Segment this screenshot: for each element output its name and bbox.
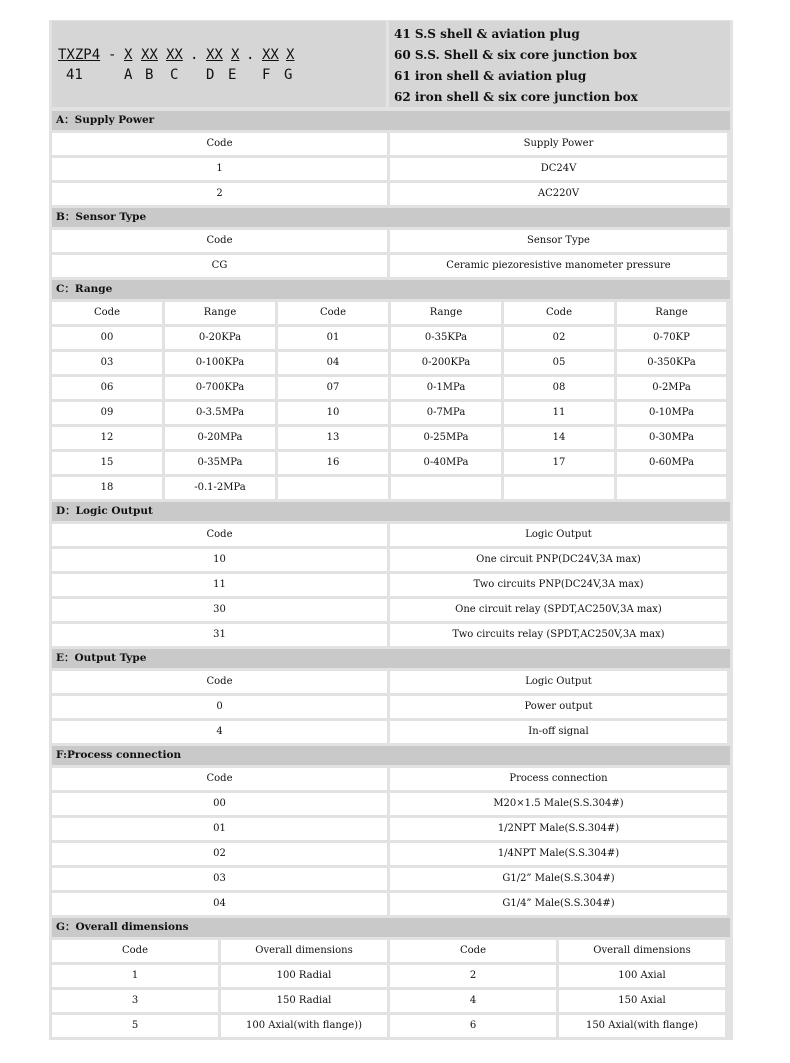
table-cell: 0-3.5MPa: [165, 402, 275, 424]
table-cell: G1/4” Male(S.S.304#): [390, 893, 727, 915]
table-cell: 5: [52, 1015, 218, 1037]
table-cell: 00: [52, 793, 387, 815]
table-cell: DC24V: [390, 158, 727, 180]
shell-option: 60 S.S. Shell & six core junction box: [394, 48, 637, 62]
table-cell: 1: [52, 158, 387, 180]
model-dash: -: [108, 47, 117, 63]
table-cell: 03: [52, 868, 387, 890]
letter-a: A: [124, 67, 133, 83]
header-cell: Code: [52, 940, 218, 962]
letter-d: D: [206, 67, 215, 83]
table-cell: Power output: [390, 696, 727, 718]
section-c-title: C：Range: [52, 280, 730, 299]
table-cell: 0-40MPa: [391, 452, 501, 474]
table-cell: 0: [52, 696, 387, 718]
section-c-table: [52, 302, 730, 499]
table-cell: 14: [504, 427, 614, 449]
empty-cell: [617, 477, 726, 499]
table-cell: 0-20KPa: [165, 327, 275, 349]
letter-b: B: [145, 67, 154, 83]
table-cell: AC220V: [390, 183, 727, 205]
table-cell: 01: [52, 818, 387, 840]
model-part-c: XX: [166, 47, 183, 63]
section-f-title: F:Process connection: [52, 746, 730, 765]
section-d-table: [52, 524, 730, 646]
table-cell: 15: [52, 452, 162, 474]
table-cell: 2: [390, 965, 556, 987]
table-cell: 0-1MPa: [391, 377, 501, 399]
model-code-panel: [52, 21, 386, 107]
model-prefix: TXZP4: [58, 47, 101, 63]
table-cell: 0-35KPa: [391, 327, 501, 349]
table-cell: 1/4NPT Male(S.S.304#): [390, 843, 727, 865]
table-cell: One circuit PNP(DC24V,3A max): [390, 549, 727, 571]
table-cell: 100 Axial(with flange)): [221, 1015, 387, 1037]
section-b-table: [52, 230, 730, 277]
section-a-title: A：Supply Power: [52, 111, 730, 130]
table-cell: In-off signal: [390, 721, 727, 743]
header-cell: Supply Power: [390, 133, 727, 155]
table-cell: 3: [52, 990, 218, 1012]
table-cell: One circuit relay (SPDT,AC250V,3A max): [390, 599, 727, 621]
letter-c: C: [170, 67, 179, 83]
shell-option: 62 iron shell & six core junction box: [394, 90, 638, 104]
header-cell: Overall dimensions: [221, 940, 387, 962]
empty-cell: [504, 477, 614, 499]
table-cell: 150 Axial(with flange): [559, 1015, 725, 1037]
header-cell: Code: [52, 671, 387, 693]
letter-f: F: [262, 67, 271, 83]
section-d-title: D：Logic Output: [52, 502, 730, 521]
table-cell: 2: [52, 183, 387, 205]
table-cell: 0-10MPa: [617, 402, 726, 424]
table-cell: 16: [278, 452, 388, 474]
section-b-title: B：Sensor Type: [52, 208, 730, 227]
table-cell: 6: [390, 1015, 556, 1037]
header-cell: Logic Output: [390, 524, 727, 546]
table-cell: 0-700KPa: [165, 377, 275, 399]
table-cell: 0-30MPa: [617, 427, 726, 449]
table-cell: 06: [52, 377, 162, 399]
table-cell: 0-25MPa: [391, 427, 501, 449]
empty-cell: [391, 477, 501, 499]
table-cell: 1: [52, 965, 218, 987]
table-cell: 0-35MPa: [165, 452, 275, 474]
table-cell: 0-20MPa: [165, 427, 275, 449]
header-cell: Code: [504, 302, 614, 324]
shell-options-panel: [389, 21, 730, 107]
table-cell: 04: [52, 893, 387, 915]
table-cell: 18: [52, 477, 162, 499]
model-dot-1: .: [190, 47, 199, 63]
header-cell: Range: [165, 302, 275, 324]
table-cell: 11: [52, 574, 387, 596]
table-cell: 11: [504, 402, 614, 424]
model-part-a: X: [124, 47, 133, 63]
table-cell: Two circuits PNP(DC24V,3A max): [390, 574, 727, 596]
table-cell: 4: [390, 990, 556, 1012]
header-cell: Range: [391, 302, 501, 324]
shell-option: 61 iron shell & aviation plug: [394, 69, 587, 83]
table-cell: 08: [504, 377, 614, 399]
table-cell: 04: [278, 352, 388, 374]
ordering-code-sheet: [49, 20, 733, 1040]
table-cell: 0-7MPa: [391, 402, 501, 424]
table-cell: 0-70KP: [617, 327, 726, 349]
model-part-g: X: [286, 47, 295, 63]
section-g-title: G：Overall dimensions: [52, 918, 730, 937]
letter-41: 41: [66, 67, 83, 83]
model-part-f: XX: [262, 47, 279, 63]
shell-option: 41 S.S shell & aviation plug: [394, 27, 580, 41]
table-cell: 10: [278, 402, 388, 424]
table-cell: 0-350KPa: [617, 352, 726, 374]
table-cell: -0.1-2MPa: [165, 477, 275, 499]
letter-e: E: [228, 67, 237, 83]
header-cell: Code: [52, 524, 387, 546]
model-part-e: X: [231, 47, 240, 63]
table-cell: M20×1.5 Male(S.S.304#): [390, 793, 727, 815]
header-cell: Sensor Type: [390, 230, 727, 252]
table-cell: 4: [52, 721, 387, 743]
section-g-table: [52, 940, 730, 1037]
table-cell: 00: [52, 327, 162, 349]
table-cell: 0-2MPa: [617, 377, 726, 399]
table-cell: 03: [52, 352, 162, 374]
table-cell: 05: [504, 352, 614, 374]
table-cell: Ceramic piezoresistive manometer pressure: [390, 255, 727, 277]
header-cell: Process connection: [390, 768, 727, 790]
header-cell: Code: [52, 302, 162, 324]
table-cell: 100 Radial: [221, 965, 387, 987]
model-dot-2: .: [246, 47, 255, 63]
table-cell: 10: [52, 549, 387, 571]
table-cell: 31: [52, 624, 387, 646]
empty-cell: [278, 477, 388, 499]
header-cell: Range: [617, 302, 726, 324]
table-cell: 09: [52, 402, 162, 424]
table-cell: 01: [278, 327, 388, 349]
table-cell: G1/2” Male(S.S.304#): [390, 868, 727, 890]
header-block: [52, 21, 730, 107]
letter-g: G: [284, 67, 293, 83]
model-part-d: XX: [206, 47, 223, 63]
header-cell: Code: [278, 302, 388, 324]
table-cell: 13: [278, 427, 388, 449]
table-cell: 100 Axial: [559, 965, 725, 987]
table-cell: 150 Axial: [559, 990, 725, 1012]
table-cell: 30: [52, 599, 387, 621]
table-cell: 0-100KPa: [165, 352, 275, 374]
section-e-title: E：Output Type: [52, 649, 730, 668]
table-cell: Two circuits relay (SPDT,AC250V,3A max): [390, 624, 727, 646]
table-cell: 02: [504, 327, 614, 349]
table-cell: CG: [52, 255, 387, 277]
section-f-table: [52, 768, 730, 915]
table-cell: 17: [504, 452, 614, 474]
table-cell: 1/2NPT Male(S.S.304#): [390, 818, 727, 840]
table-cell: 150 Radial: [221, 990, 387, 1012]
table-cell: 0-200KPa: [391, 352, 501, 374]
table-cell: 0-60MPa: [617, 452, 726, 474]
section-e-table: [52, 671, 730, 743]
header-cell: Code: [52, 133, 387, 155]
header-cell: Overall dimensions: [559, 940, 725, 962]
header-cell: Code: [52, 768, 387, 790]
table-cell: 07: [278, 377, 388, 399]
table-cell: 02: [52, 843, 387, 865]
model-part-b: XX: [141, 47, 158, 63]
section-a-table: [52, 133, 730, 205]
header-cell: Code: [52, 230, 387, 252]
header-cell: Logic Output: [390, 671, 727, 693]
table-cell: 12: [52, 427, 162, 449]
header-cell: Code: [390, 940, 556, 962]
